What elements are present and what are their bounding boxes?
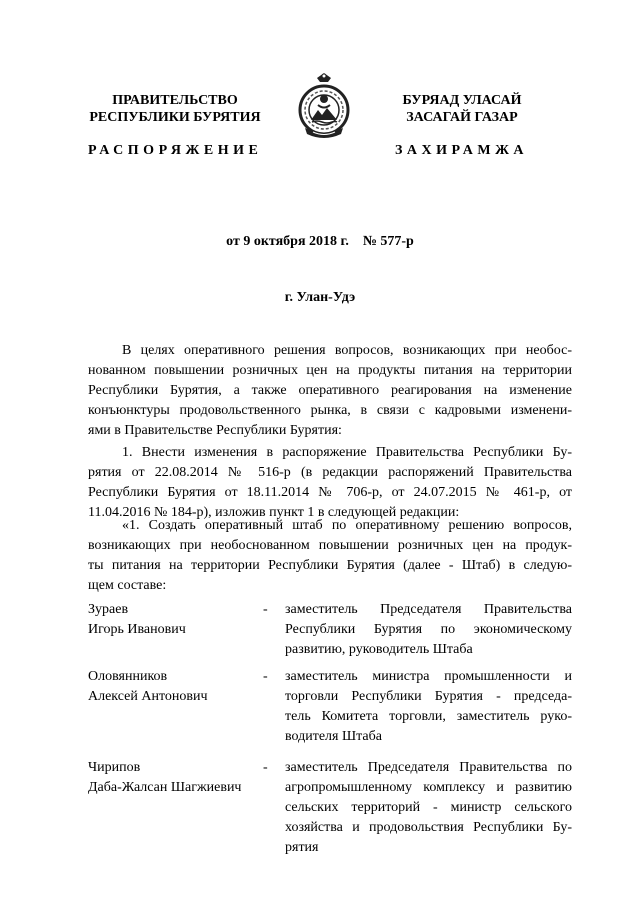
member-given-names: Даба-Жалсан Шагжиевич — [88, 780, 242, 795]
item-1-line: Республики Бурятия от 18.11.2014 № 706-р, от 24.07.2015 № 461-р, от — [88, 485, 572, 500]
member-surname: Чирипов — [88, 760, 141, 775]
member-position-line: Республики Бурятия по экономическому — [285, 622, 572, 637]
item-1-paragraph — [88, 443, 572, 523]
item-1-line: рятия от 22.08.2014 № 516-р (в редакции распоряжений Правительства — [88, 465, 572, 480]
item-1-quote-paragraph — [88, 516, 572, 596]
member-position-line: хозяйства и продовольствия Республики Бу- — [285, 820, 572, 835]
government-name-line1: ПРАВИТЕЛЬСТВО — [112, 93, 238, 108]
date-and-number: от 9 октября 2018 г. № 577-р — [226, 234, 414, 249]
preamble-line: ями в Правительстве Республики Бурятия: — [88, 423, 342, 438]
document-type-buryat: ЗАХИРАМЖА — [395, 143, 529, 158]
preamble-line: В целях оперативного решения вопросов, возникающих при необос- — [122, 343, 572, 358]
member-position-line: торговли Республики Бурятия - председа- — [285, 689, 572, 704]
preamble-line: Республики Бурятия, а также оперативного реагирования на изменение — [88, 383, 572, 398]
member-given-names: Алексей Антонович — [88, 689, 208, 704]
member-dash: - — [263, 602, 268, 617]
document-type-russian: РАСПОРЯЖЕНИЕ — [88, 143, 263, 158]
government-name-russian — [85, 92, 265, 126]
item-1-quote-line: возникающих при необоснованном повышении розничных цен на продук- — [88, 538, 572, 553]
member-position-line: рятия — [285, 840, 319, 855]
member-position — [285, 758, 572, 858]
member-position-line: заместитель Председателя Правительства по — [285, 760, 572, 775]
member-position-line: водителя Штаба — [285, 729, 382, 744]
member-dash: - — [263, 760, 268, 775]
member-position-line: сельских территорий - министр сельского — [285, 800, 572, 815]
city: г. Улан-Удэ — [284, 290, 356, 305]
member-given-names: Игорь Иванович — [88, 622, 186, 637]
item-1-line: 1. Внести изменения в распоряжение Правительства Республики Бу- — [122, 445, 572, 460]
preamble-paragraph — [88, 341, 572, 441]
member-dash: - — [263, 669, 268, 684]
member-surname: Оловянников — [88, 669, 168, 684]
member-name — [88, 600, 258, 640]
government-name-line2: РЕСПУБЛИКИ БУРЯТИЯ — [89, 110, 261, 125]
member-position — [285, 667, 572, 747]
member-surname: Зураев — [88, 602, 129, 617]
member-position-line: заместитель министра промышленности и — [285, 669, 572, 684]
member-name — [88, 758, 258, 798]
item-1-quote-line: ты питания на территории Республики Бурятия (далее - Штаб) в следую- — [88, 558, 572, 573]
government-name-buryat — [377, 92, 547, 126]
member-position-line: развитию, руководитель Штаба — [285, 642, 473, 657]
preamble-line: нованном повышении розничных цен на продукты питания на территории — [88, 363, 572, 378]
member-name — [88, 667, 258, 707]
member-position-line: заместитель Председателя Правительства — [285, 602, 572, 617]
item-1-quote-line: щем составе: — [88, 578, 167, 593]
coat-of-arms-icon — [297, 72, 351, 144]
item-1-quote-line: «1. Создать оперативный штаб по оперативному решению вопросов, — [122, 518, 572, 533]
government-name-buryat-line1: БУРЯАД УЛАСАЙ — [402, 93, 522, 108]
member-position — [285, 600, 572, 660]
member-position-line: агропромышленному комплексу и развитию — [285, 780, 572, 795]
preamble-line: конъюнктуры продовольственного рынка, в связи с кадровыми изменени- — [88, 403, 572, 418]
government-name-buryat-line2: ЗАСАГАЙ ГАЗАР — [406, 110, 518, 125]
item-1-line: 11.04.2016 № 184-р), изложив пункт 1 в следующей редакции: — [88, 505, 460, 520]
member-position-line: тель Комитета торговли, заместитель руко- — [285, 709, 572, 724]
